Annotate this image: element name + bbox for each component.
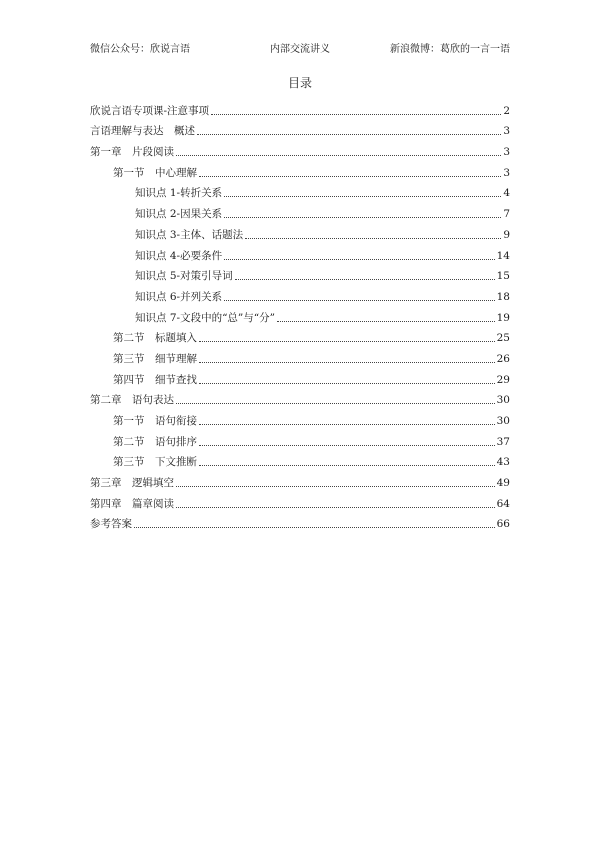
toc-dot-leader	[245, 238, 501, 239]
toc-entry-label: 第四章 篇章阅读	[90, 497, 174, 510]
toc-entry[interactable]	[90, 118, 510, 139]
toc-entry-label: 第三节 下文推断	[113, 456, 197, 469]
toc-entry-label: 第一节 语句衔接	[113, 415, 197, 427]
toc-entry-page-number: 3	[503, 146, 510, 159]
toc-entry-label: 知识点 2-因果关系	[135, 208, 223, 221]
toc-entry[interactable]	[90, 469, 510, 490]
toc-entry-page-number: 19	[496, 311, 510, 324]
toc-entry-page-number: 15	[496, 270, 510, 283]
toc-entry-page-number: 3	[503, 166, 510, 179]
toc-entry-page-number: 18	[496, 290, 510, 303]
toc-entry-label: 第二节 标题填入	[113, 332, 197, 345]
toc-entry[interactable]	[90, 263, 510, 284]
toc-entry-label: 知识点 7-文段中的“总”与“分”	[135, 311, 276, 324]
toc-entry-label: 第二节 语句排序	[113, 435, 197, 448]
toc-entry[interactable]	[90, 200, 510, 221]
toc-entry-label: 言语理解与表达 概述	[90, 125, 195, 138]
toc-entry[interactable]	[90, 242, 510, 263]
toc-entry-label: 知识点 5-对策引导词	[135, 270, 233, 283]
toc-entry[interactable]	[90, 387, 510, 408]
toc-entry[interactable]	[90, 304, 510, 325]
toc-entry-label: 欣说言语专项课-注意事项	[90, 104, 210, 117]
toc-dot-leader	[199, 424, 495, 425]
toc-entry-page-number: 2	[503, 104, 510, 117]
toc-dot-leader	[197, 134, 501, 135]
toc-entry[interactable]	[90, 325, 510, 346]
toc-entry-label: 知识点 1-转折关系	[135, 187, 223, 200]
toc-entry-label: 知识点 4-必要条件	[135, 249, 223, 262]
toc-entry-label: 第三节 细节理解	[113, 352, 197, 365]
toc-dot-leader	[199, 383, 495, 384]
toc-dot-leader	[176, 486, 495, 487]
toc-dot-leader	[199, 445, 495, 446]
toc-entry[interactable]	[90, 428, 510, 449]
header-right: 新浪微博：葛欣的一言一语	[390, 44, 510, 55]
toc-entry-page-number: 66	[496, 518, 510, 531]
header-left: 微信公众号：欣说言语	[90, 44, 190, 55]
header-center: 内部交流讲义	[270, 44, 330, 55]
toc-dot-leader	[224, 259, 495, 260]
toc-entry-page-number: 3	[503, 125, 510, 138]
toc-dot-leader	[134, 527, 495, 528]
toc-entry[interactable]	[90, 180, 510, 201]
toc-dot-leader	[224, 300, 495, 301]
toc-dot-leader	[176, 155, 501, 156]
toc-title: 目录	[287, 76, 312, 90]
toc-entry-label: 知识点 6-并列关系	[135, 290, 223, 303]
toc-entry-label: 第三章 逻辑填空	[90, 477, 174, 490]
toc-entry-page-number: 7	[503, 208, 510, 221]
page-header	[90, 40, 510, 60]
toc-entry-page-number: 4	[503, 187, 510, 200]
toc-entry-page-number: 43	[496, 456, 510, 469]
toc-dot-leader	[224, 196, 501, 197]
toc-dot-leader	[199, 465, 495, 466]
toc-dot-leader	[277, 321, 495, 322]
toc-entry[interactable]	[90, 490, 510, 511]
toc-entry-page-number: 25	[496, 332, 510, 345]
toc-entry-page-number: 49	[496, 477, 510, 490]
toc-entry[interactable]	[90, 138, 510, 159]
toc-entry-label: 第一章 片段阅读	[90, 146, 174, 159]
table-of-contents	[90, 97, 510, 531]
toc-entry-page-number: 14	[496, 249, 510, 262]
toc-entry[interactable]	[90, 159, 510, 180]
toc-dot-leader	[199, 362, 495, 363]
toc-entry-page-number: 29	[496, 373, 510, 386]
toc-entry-page-number: 9	[503, 228, 510, 241]
toc-entry-page-number: 30	[496, 394, 510, 407]
toc-entry-label: 第二章 语句表达	[90, 394, 174, 407]
toc-entry[interactable]	[90, 366, 510, 387]
toc-entry[interactable]	[90, 449, 510, 470]
toc-entry[interactable]	[90, 345, 510, 366]
toc-entry-page-number: 26	[496, 352, 510, 365]
toc-entry[interactable]	[90, 97, 510, 118]
toc-dot-leader	[211, 114, 501, 115]
toc-entry-label: 第一节 中心理解	[113, 166, 197, 179]
toc-entry-page-number: 37	[496, 435, 510, 448]
toc-entry-label: 第四节 细节查找	[113, 373, 197, 386]
toc-dot-leader	[176, 507, 495, 508]
toc-entry[interactable]	[90, 511, 510, 532]
toc-dot-leader	[176, 403, 495, 404]
toc-entry[interactable]	[90, 283, 510, 304]
toc-entry[interactable]	[90, 221, 510, 242]
toc-dot-leader	[235, 279, 495, 280]
toc-dot-leader	[199, 176, 501, 177]
toc-dot-leader	[224, 217, 501, 218]
toc-entry-label: 参考答案	[90, 518, 132, 531]
toc-dot-leader	[199, 341, 495, 342]
toc-entry[interactable]	[90, 407, 510, 428]
toc-entry-page-number: 30	[496, 415, 510, 427]
toc-entry-page-number: 64	[496, 497, 510, 510]
toc-entry-label: 知识点 3-主体、话题法	[135, 228, 244, 241]
